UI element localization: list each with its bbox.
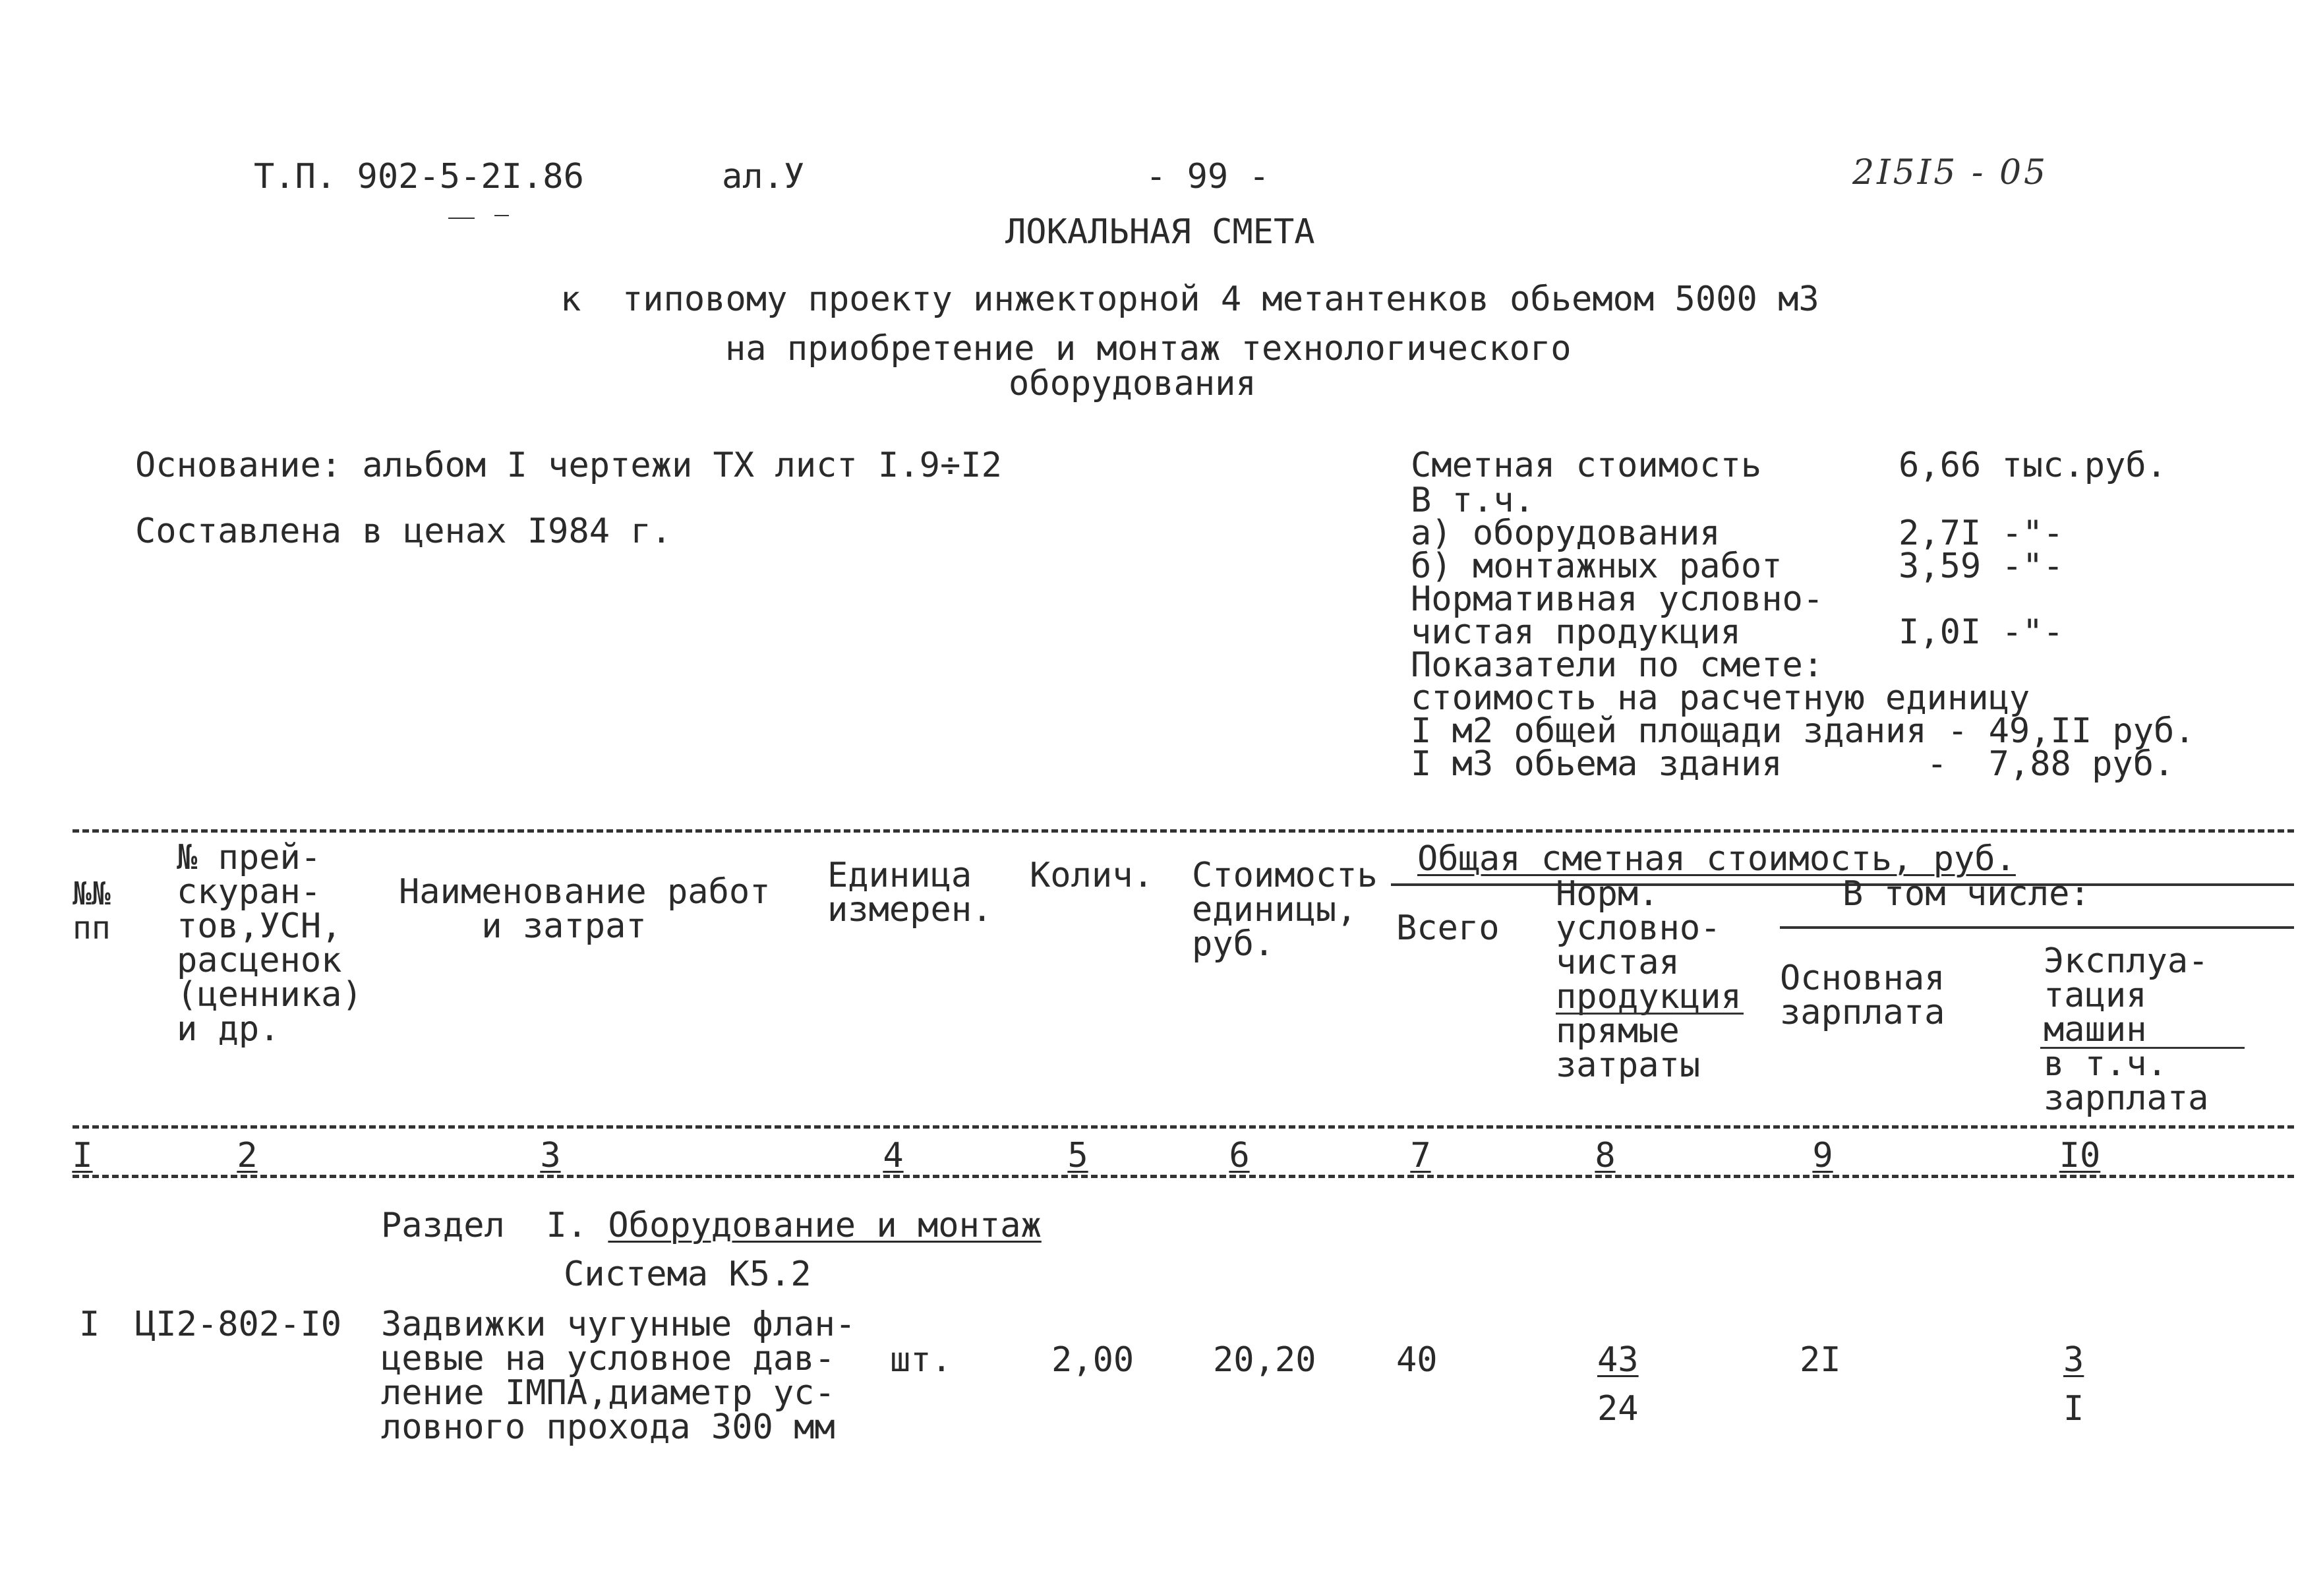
- estimated-cost-label: Сметная стоимость: [1411, 446, 1762, 485]
- column-number-2: 2: [237, 1136, 258, 1175]
- including-label: В т.ч.: [1411, 481, 1535, 520]
- column-number-6: 6: [1229, 1136, 1250, 1175]
- column-number-8: 8: [1595, 1136, 1616, 1175]
- col-header-norm-product: Норм. условно- чистая продукция прямые затраты: [1556, 874, 1742, 1085]
- indicator-area: I м2 общей площади здания - 49,II руб.: [1411, 711, 2195, 751]
- album-ref: ал.У: [722, 157, 805, 196]
- column-number-1: I: [72, 1136, 93, 1175]
- col-header-including: В том числе:: [1842, 874, 2090, 914]
- row-number: I: [79, 1305, 100, 1344]
- title-line-1: к типовому проекту инжекторной 4 метантенков обьемом 5000 м3: [560, 280, 1819, 319]
- section-heading: [381, 1208, 1042, 1243]
- registration-stamp: 2I5I5 - 05: [1852, 153, 2049, 192]
- title-line-2: на приобретение и монтаж технологического: [725, 329, 1572, 369]
- estimated-cost-value: 6,66 тыс.руб.: [1899, 446, 2167, 485]
- column-number-9: 9: [1812, 1136, 1833, 1175]
- row-total: 40: [1396, 1340, 1438, 1380]
- row-base-wage: 2I: [1800, 1340, 1841, 1380]
- indicators-title: Показатели по смете:: [1411, 645, 1824, 685]
- header-mark: [448, 218, 475, 219]
- col-header-unit-cost: Стоимость единицы, руб.: [1192, 856, 1378, 964]
- mounting-cost-label: б) монтажных работ: [1411, 547, 1782, 586]
- col-header-work-name: Наименование работ и затрат: [399, 872, 771, 946]
- row-norm-product: 43: [1597, 1340, 1639, 1380]
- row-price-code: ЦI2-802-I0: [135, 1305, 342, 1344]
- project-code: Т.П. 902-5-2I.86: [254, 157, 584, 196]
- section-name: Оборудование и монтаж: [608, 1206, 1042, 1245]
- section-prefix: Раздел I.: [381, 1206, 608, 1245]
- col-header-base-wage: Основная зарплата: [1780, 959, 1945, 1032]
- col-header-unit: Единица измерен.: [827, 856, 993, 930]
- column-number-5: 5: [1067, 1136, 1088, 1175]
- row-direct-costs: 24: [1597, 1389, 1639, 1429]
- row-machine-cost: 3: [2063, 1340, 2084, 1380]
- normative-label-1: Нормативная условно-: [1411, 579, 1824, 619]
- row-unit: шт.: [890, 1340, 952, 1380]
- title-line-3: оборудования: [1009, 364, 1256, 403]
- equipment-cost-value: 2,7I -"-: [1899, 514, 2064, 553]
- col-header-total: Всего: [1396, 908, 1500, 948]
- normative-value: I,0I -"-: [1899, 612, 2064, 652]
- indicator-volume: I м3 обьема здания - 7,88 руб.: [1411, 744, 2175, 784]
- column-number-7: 7: [1410, 1136, 1431, 1175]
- including-underline: [1780, 926, 2294, 929]
- normative-label-2: чистая продукция: [1411, 612, 1741, 652]
- norm-product-underline: [1556, 1013, 1744, 1015]
- col-header-quantity: Колич.: [1030, 856, 1154, 895]
- page-number: - 99 -: [1146, 157, 1270, 196]
- machines-underline: [2040, 1047, 2245, 1049]
- header-mark-2: [494, 215, 509, 216]
- col-header-machines: Эксплуа- тация машин в т.ч. зарплата: [2044, 941, 2209, 1118]
- equipment-cost-label: а) оборудования: [1411, 514, 1721, 553]
- row-quantity: 2,00: [1051, 1340, 1134, 1380]
- column-number-4: 4: [883, 1136, 904, 1175]
- mounting-cost-value: 3,59 -"-: [1899, 547, 2064, 586]
- document-title: ЛОКАЛЬНАЯ СМЕТА: [1005, 212, 1315, 252]
- table-top-rule: [73, 829, 2294, 833]
- row-work-name: Задвижки чугунные флан- цевые на условное дав- ление IМПА,диаметр ус- ловного прохода 300 мм: [381, 1305, 856, 1447]
- col-header-price-list: № прей- скуран- тов,УСН, расценок (ценника) и др.: [177, 838, 363, 1049]
- header-bottom-rule: [73, 1125, 2294, 1129]
- col-group-total-cost: Общая сметная стоимость, руб.: [1417, 839, 2016, 879]
- column-number-10: I0: [2059, 1136, 2101, 1175]
- prices-year-line: Составлена в ценах I984 г.: [135, 512, 672, 551]
- column-numbers-rule: [73, 1175, 2294, 1178]
- row-machine-wage: I: [2063, 1389, 2084, 1429]
- column-number-3: 3: [540, 1136, 561, 1175]
- row-unit-cost: 20,20: [1213, 1340, 1316, 1380]
- indicators-unit-cost: стоимость на расчетную единицу: [1411, 678, 2030, 718]
- col-header-number: №№ пп: [73, 875, 111, 947]
- basis-line: Основание: альбом I чертежи ТХ лист I.9÷I2: [135, 446, 1002, 485]
- system-heading: Система К5.2: [564, 1255, 811, 1294]
